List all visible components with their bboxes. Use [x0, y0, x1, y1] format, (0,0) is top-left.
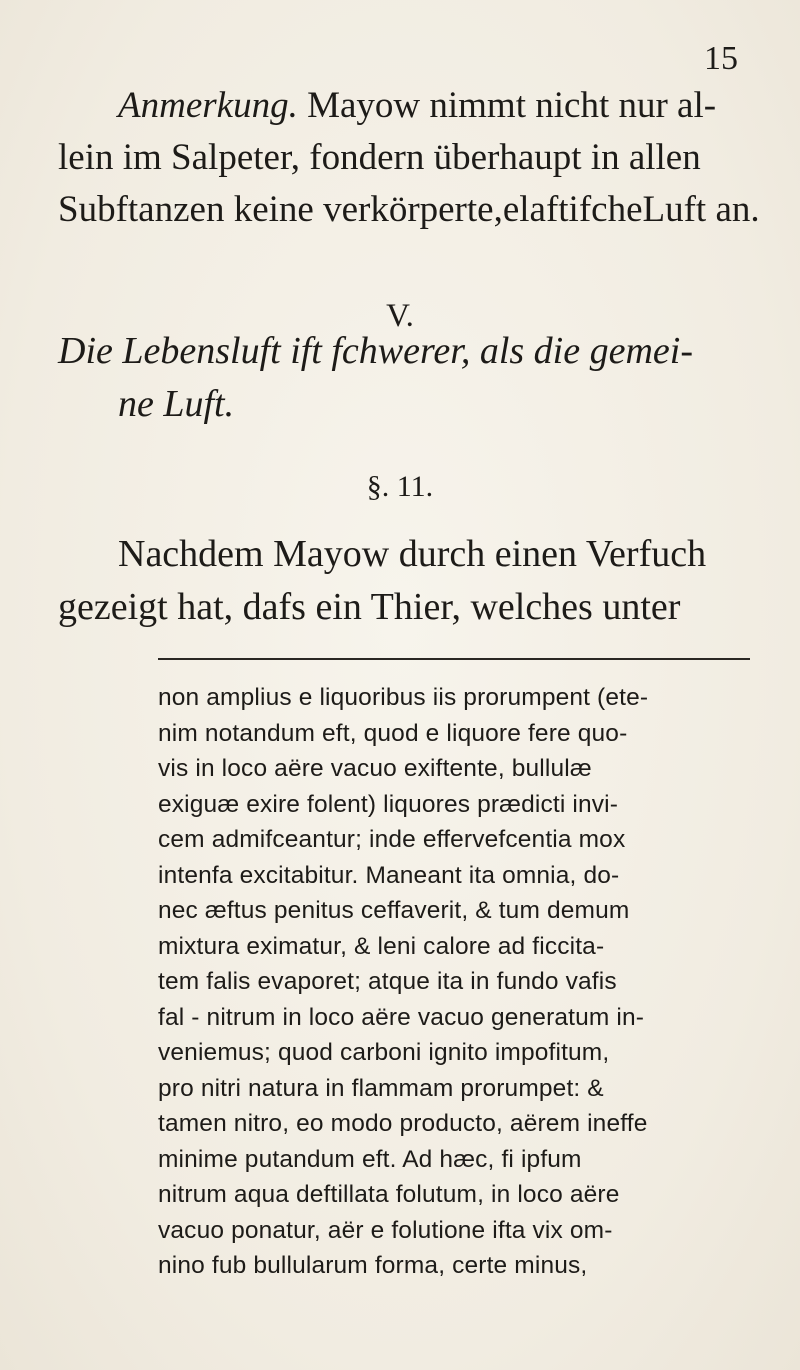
footnote-divider: [158, 658, 750, 660]
page-number: 15: [704, 40, 738, 77]
footnote: [158, 680, 758, 1284]
body-paragraph: [58, 528, 748, 634]
footnote-line: non amplius e liquoribus iis prorumpent (ete-: [158, 684, 649, 711]
footnote-line: vis in loco aëre vacuo exiftente, bullulæ: [158, 755, 592, 782]
footnote-line: cem admifceantur; inde effervefcentia mox: [158, 826, 626, 853]
body-line-1: Nachdem Mayow durch einen Verfuch: [118, 533, 707, 575]
footnote-line: nim notandum eft, quod e liquore fere quo-: [158, 719, 628, 747]
footnote-line: mixtura eximatur, & leni calore ad ficcita-: [158, 932, 605, 960]
footnote-line: veniemus; quod carboni ignito impofitum,: [158, 1039, 610, 1066]
footnote-line: nino fub bullularum forma, certe minus,: [158, 1252, 588, 1279]
section-numeral: V.: [386, 298, 414, 334]
footnote-line: tem falis evaporet; atque ita in fundo vafis: [158, 968, 617, 995]
annotation-paragraph: [58, 80, 760, 236]
footnote-line: vacuo ponatur, aër e folutione ifta vix om-: [158, 1216, 613, 1244]
footnote-line: intenfa excitabitur. Maneant ita omnia, do-: [158, 861, 620, 889]
footnote-line: minime putandum eft. Ad hæc, fi ipfum: [158, 1145, 582, 1173]
footnote-line: nitrum aqua deftillata folutum, in loco aëre: [158, 1181, 620, 1208]
annotation-line-2: lein im Salpeter, fondern überhaupt in allen: [58, 137, 701, 178]
footnote-line: pro nitri natura in flammam prorumpet: &: [158, 1074, 604, 1102]
footnote-line: exiguæ exire folent) liquores prædicti invi-: [158, 790, 619, 818]
annotation-line-1: Anmerkung. Mayow nimmt nicht nur al-: [118, 85, 717, 126]
annotation-line-3: Subftanzen keine verkörperte,elaftifcheLuft an.: [58, 189, 760, 230]
section-title-line-1: Die Lebensluft ift fchwerer, als die gemei-: [58, 330, 693, 372]
footnote-line: fal - nitrum in loco aëre vacuo generatum in-: [158, 1003, 645, 1031]
footnote-line: nec æftus penitus ceffaverit, & tum demum: [158, 897, 630, 924]
annotation-label: Anmerkung.: [118, 85, 298, 126]
body-line-2: gezeigt hat, dafs ein Thier, welches unter: [58, 586, 681, 628]
paragraph-mark: §. 11.: [366, 470, 434, 503]
footnote-line: tamen nitro, eo modo producto, aërem ineffe: [158, 1110, 648, 1137]
section-title: [58, 325, 748, 431]
section-title-line-2: ne Luft.: [118, 383, 235, 425]
